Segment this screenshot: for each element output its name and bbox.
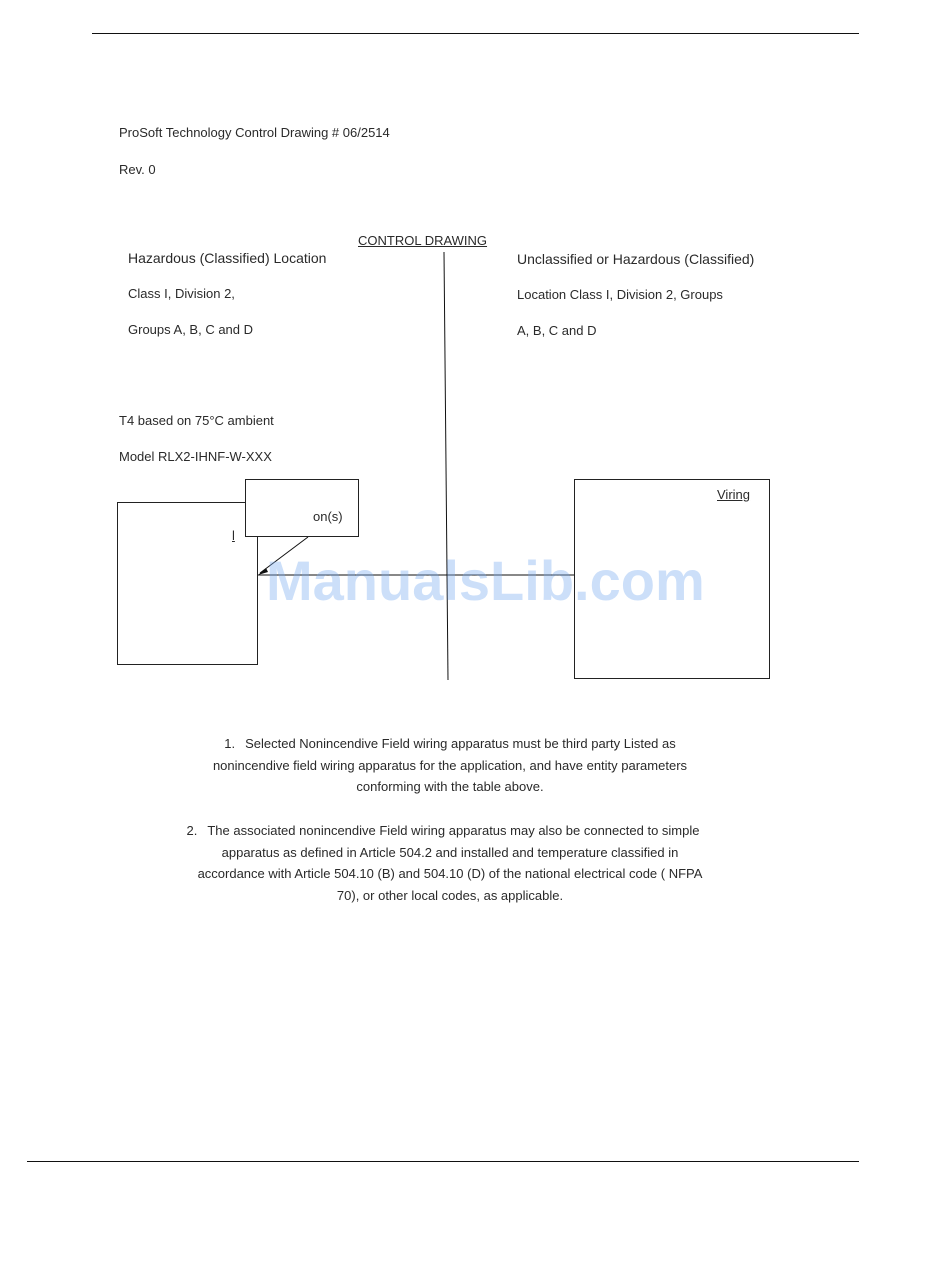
hazardous-line2: Class I, Division 2, <box>128 286 235 301</box>
note-2 <box>150 820 750 906</box>
module-box-mark: l <box>232 528 235 543</box>
hazardous-line3: Groups A, B, C and D <box>128 322 254 337</box>
wiring-box-label: Viring <box>717 487 751 502</box>
unclassified-line2: Location Class I, Division 2, Groups <box>517 287 723 302</box>
control-drawing-title: CONTROL DRAWING <box>358 233 488 248</box>
callout-box <box>245 479 359 537</box>
note-2-line2: apparatus as defined in Article 504.2 and installed and temperature classified in <box>221 844 679 860</box>
unclassified-line3: A, B, C and D <box>517 323 597 338</box>
note-2-line1: 2. The associated nonincendive Field wiring apparatus may also be connected to simple <box>186 823 700 838</box>
model-number: Model RLX2-IHNF-W-XXX <box>119 449 272 464</box>
note-1-line2: nonincendive field wiring apparatus for the application, and have entity parameters <box>212 757 688 773</box>
note-1-line3: conforming with the table above. <box>356 779 544 794</box>
note-2-number: 2. <box>186 823 198 838</box>
temperature-rating: T4 based on 75°C ambient <box>119 413 274 428</box>
note-1-number: 1. <box>224 736 236 751</box>
note-1 <box>150 733 750 798</box>
callout-text: on(s) <box>313 509 343 524</box>
note-2-line3: accordance with Article 504.10 (B) and 504.10 (D) of the national electrical code ( NFPA <box>197 866 703 881</box>
watermark: ManualsLib.com <box>266 549 705 612</box>
note-1-line1: 1. Selected Nonincendive Field wiring apparatus must be third party Listed as <box>224 736 676 751</box>
revision: Rev. 0 <box>119 162 156 177</box>
unclassified-line1: Unclassified or Hazardous (Classified) <box>517 251 755 267</box>
divider-line <box>444 252 448 680</box>
drawing-number: ProSoft Technology Control Drawing # 06/2514 <box>119 125 390 140</box>
note-2-line4: 70), or other local codes, as applicable. <box>336 887 564 903</box>
module-box <box>117 502 258 665</box>
hazardous-line1: Hazardous (Classified) Location <box>128 250 327 266</box>
